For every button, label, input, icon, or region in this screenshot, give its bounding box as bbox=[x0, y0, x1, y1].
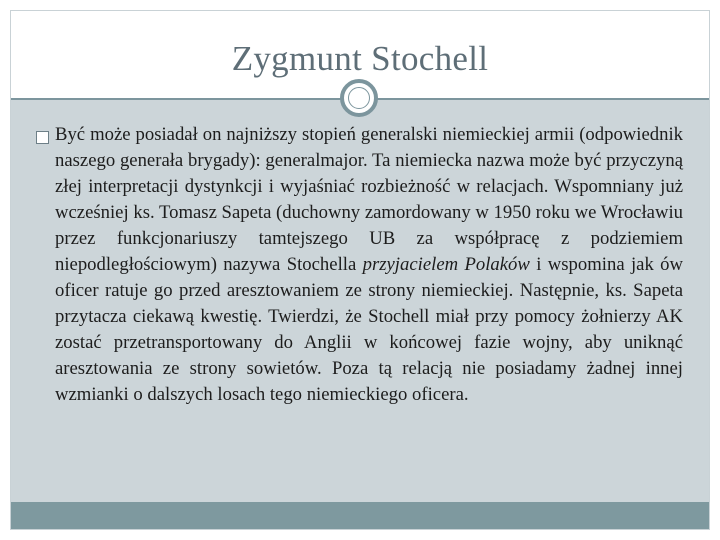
bullet-text-part-1: Być może posiadał on najniższy stopień generalski niemieckiej armii (odpowiednik naszego generała brygady): generalmajor. Ta niemiecka nazwa może być przyczyną złej interpretacji dystynkcji i wyjaśniać rozbieżność w relacjach. Wspomniany już wcześniej ks. Tomasz Sapeta (duchowny zamordowany w 1950 roku we Wrocławiu przez funkcjonariuszy tamtejszego UB za współpracę z podziemiem niepodległościowym) nazywa Stochella bbox=[55, 124, 683, 275]
bullet-paragraph bbox=[55, 122, 683, 408]
circle-ornament-icon bbox=[340, 79, 378, 117]
square-bullet-icon bbox=[36, 131, 49, 144]
bullet-italic-phrase: przyjacielem Polaków bbox=[362, 254, 530, 275]
bottom-band bbox=[11, 502, 709, 529]
circle-ornament-inner bbox=[348, 87, 370, 109]
slide-title: Zygmunt Stochell bbox=[231, 39, 489, 78]
bullet-text-part-2: i wspomina jak ów oficer ratuje go przed aresztowaniem ze strony niemieckiej. Następnie, ks. Sapeta przytacza ciekawą kwestię. Twierdzi, że Stochell miał przy pomocy żołnierzy AK zostać przetransportowany do Anglii w końcowej fazie wojny, aby uniknąć aresztowania ze strony sowietów. Poza tą relacją nie posiadamy żadnej innej wzmianki o dalszych losach tego niemieckiego oficera. bbox=[55, 254, 683, 405]
